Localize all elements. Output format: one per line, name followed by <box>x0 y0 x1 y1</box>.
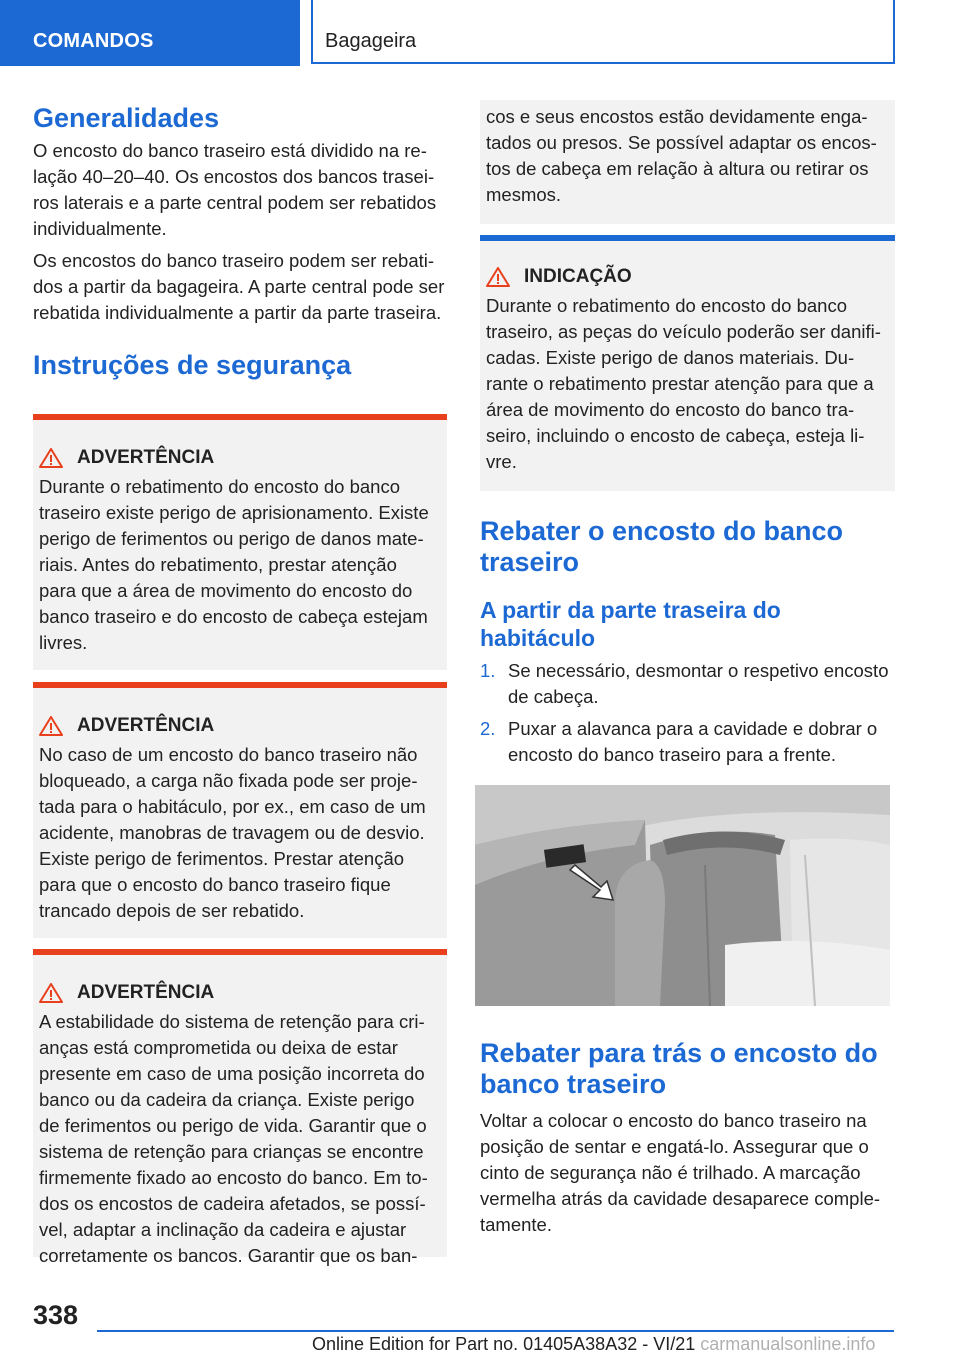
paragraph-generalidades-1: O encosto do banco traseiro está dividido na relação 40–20–40. Os encostos dos bancos traseiros laterais e a parte central podem ser rebatidos individualmente. <box>33 140 437 239</box>
watermark-text: carmanualsonline.info <box>700 1334 876 1354</box>
warning-box-3 <box>33 949 447 1266</box>
warning-text-2: No caso de um encosto do banco traseiro não bloqueado, a carga não fixada pode ser projetada para o habitáculo, por ex., em caso de um acidente, manobras de travagem ou de desvio. Existe perigo de ferimentos. Prestar atenção para que o encosto do banco traseiro fique trancado depois de ser rebatido. <box>39 744 426 921</box>
warning-title-1-text: ADVERTÊNCIA <box>77 447 215 468</box>
header-topic-label: Bagageira <box>325 30 417 52</box>
warning-title-1 <box>39 446 437 470</box>
right-column-section <box>480 516 895 768</box>
warning-box-1 <box>33 414 447 670</box>
notice-title-text: INDICAÇÃO <box>524 266 632 287</box>
rear-seat-illustration <box>475 785 890 1006</box>
warning-triangle-icon <box>39 448 63 468</box>
paragraph-generalidades-2: Os encostos do banco traseiro podem ser rebatidos a partir da bagageira. A parte central pode ser rebatida individualmente a partir da parte traseira. <box>33 250 445 323</box>
notice-title <box>486 265 887 289</box>
warning-box-continuation <box>480 100 895 224</box>
page-number: 338 <box>33 1300 79 1330</box>
warning-title-2-text: ADVERTÊNCIA <box>77 715 215 736</box>
list-item <box>480 716 895 768</box>
steps-list <box>480 658 895 768</box>
notice-text: Durante o rebatimento do encosto do banco traseiro, as peças do veículo poderão ser danificadas. Existe perigo de danos materiais. Durante o rebatimento prestar atenção para que a área de movimento do encosto do banco traseiro, incluindo o encosto de cabeça, esteja livre. <box>486 295 881 472</box>
left-column <box>33 103 447 381</box>
step-text: Puxar a alavanca para a cavidade e dobrar o encosto do banco traseiro para a frente. <box>508 718 878 765</box>
warning-title-3-text: ADVERTÊNCIA <box>77 982 215 1003</box>
footer-edition <box>312 1334 875 1355</box>
list-item <box>480 658 895 710</box>
warning-title-3 <box>39 981 437 1005</box>
warning-text-1: Durante o rebatimento do encosto do banco traseiro existe perigo de aprisionamento. Existe perigo de ferimentos ou perigo de danos materiais. Antes do rebatimento, prestar atenção para que a área de movimento do encosto do banco traseiro e do encosto de cabeça estejam livres. <box>39 476 429 653</box>
footer-edition-text: Online Edition for Part no. 01405A38A32 - VI/21 <box>312 1334 696 1354</box>
heading-rebater-encosto: Rebater o encosto do banco traseiro <box>480 516 844 577</box>
right-column-tras-section <box>480 1038 895 1238</box>
header-section-label: COMANDOS <box>33 30 154 52</box>
notice-box <box>480 235 895 491</box>
footer-divider <box>97 1330 894 1332</box>
header-topic-tab <box>311 0 895 64</box>
warning-title-2 <box>39 714 437 738</box>
heading-partir-traseira: A partir da parte traseira do habitáculo <box>480 597 781 651</box>
warning-triangle-icon <box>39 716 63 736</box>
heading-generalidades: Generalidades <box>33 103 220 133</box>
step-number: 2. <box>480 718 496 739</box>
warning-triangle-icon <box>486 267 510 287</box>
heading-instrucoes-seguranca: Instruções de segurança <box>33 350 352 380</box>
warning-continuation-text: cos e seus encostos estão devidamente engatados ou presos. Se possível adaptar os encostos de cabeça em relação à altura ou retirar os mesmos. <box>486 106 877 205</box>
step-number: 1. <box>480 660 496 681</box>
step-text: Se necessário, desmontar o respetivo encosto de cabeça. <box>508 660 889 707</box>
header-section-tab <box>0 0 300 66</box>
rear-seat-illustration-graphic <box>475 785 890 1006</box>
heading-rebater-tras: Rebater para trás o encosto do banco traseiro <box>480 1038 878 1099</box>
paragraph-rebater-tras: Voltar a colocar o encosto do banco traseiro na posição de sentar e engatá-lo. Assegurar que o cinto de segurança não é trilhado. A marcação vermelha atrás da cavidade desaparece completamente. <box>480 1110 881 1235</box>
warning-triangle-icon <box>39 983 63 1003</box>
warning-box-2 <box>33 682 447 938</box>
warning-text-3: A estabilidade do sistema de retenção para crianças está comprometida ou deixa de estar presente em caso de uma posição incorreta do banco ou da cadeira da criança. Existe perigo de ferimentos ou perigo de vida. Garantir que o sistema de retenção para crianças se encontre firmemente fixado ao encosto do banco. Em todos os encostos de cadeira afetados, se possível, adaptar a inclinação da cadeira e ajustar corretamente os bancos. Garantir que os ban- <box>39 1011 428 1266</box>
